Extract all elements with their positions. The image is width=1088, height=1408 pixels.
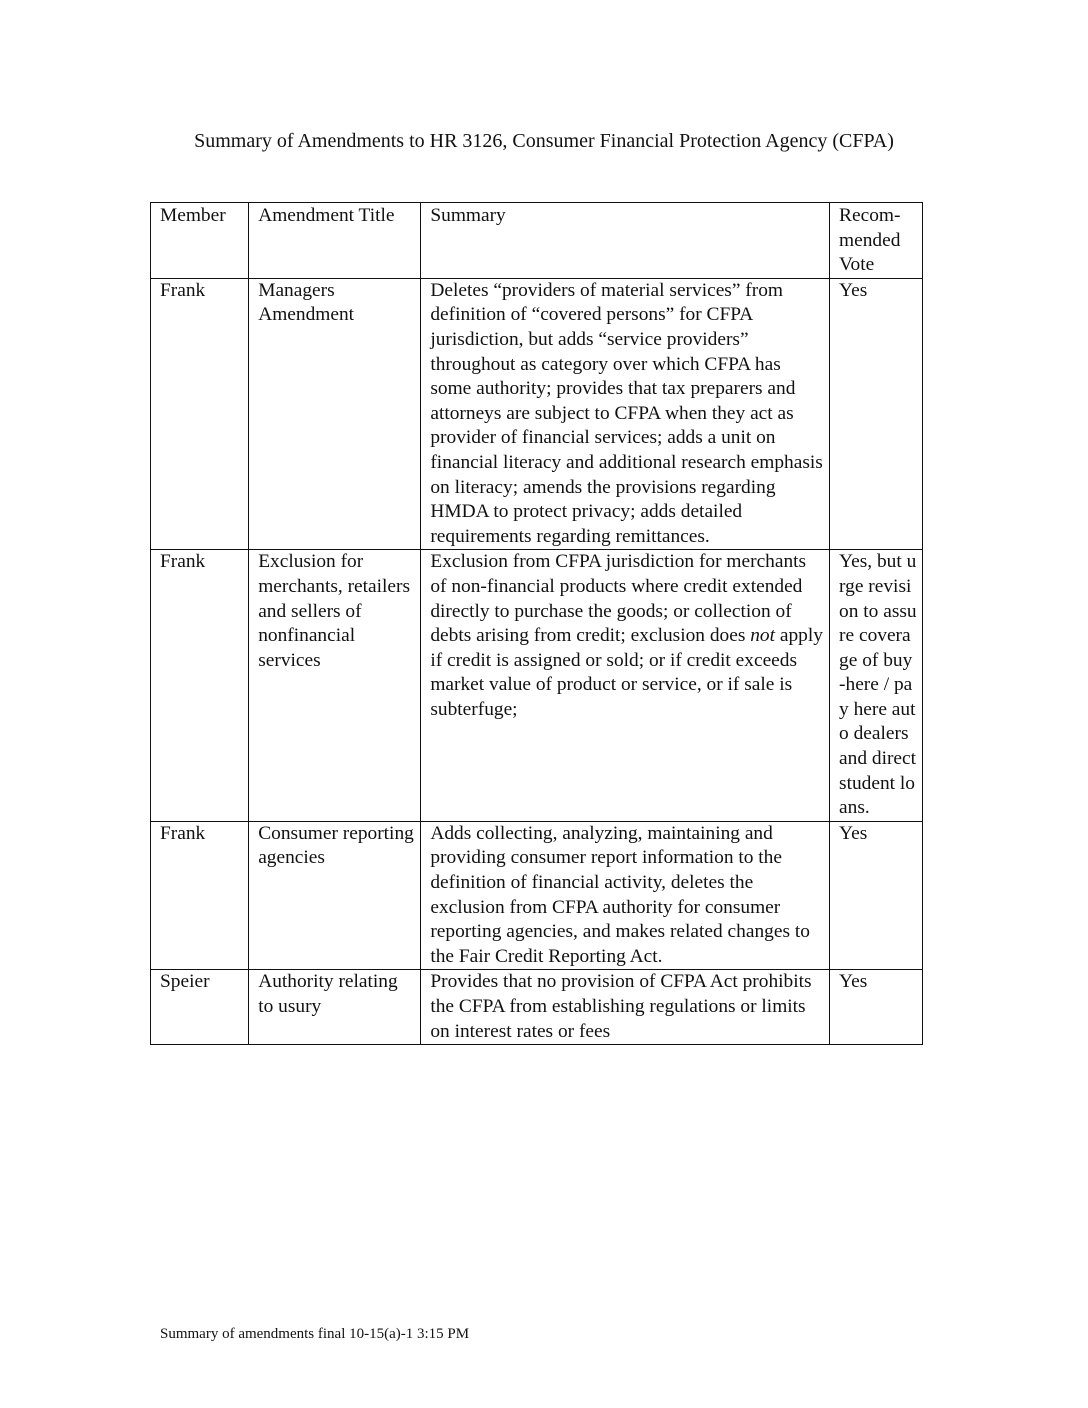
cell-member: Speier: [151, 970, 249, 1045]
summary-text: apply if credit is assigned or sold; or if credit exceeds market value of product or service, or if sale is subterfuge;: [430, 625, 823, 720]
amendments-table: [150, 202, 923, 1045]
header-amendment-title: Amendment Title: [249, 203, 421, 279]
cell-amendment-title: Managers Amendment: [249, 278, 421, 550]
table-row: [151, 550, 923, 822]
cell-amendment-title: Exclusion for merchants, retailers and sellers of nonfinancial services: [249, 550, 421, 822]
cell-member: Frank: [151, 278, 249, 550]
cell-vote: Yes, but urge revision to assure coverage of buy-here / pay here auto dealers and direct student loans.: [830, 550, 923, 822]
cell-member: Frank: [151, 821, 249, 970]
cell-summary: [421, 550, 830, 822]
header-member: Member: [151, 203, 249, 279]
table-row: [151, 970, 923, 1045]
summary-emphasis: not: [750, 625, 775, 647]
header-recommended-vote: Recom-mended Vote: [830, 203, 923, 279]
cell-summary: Adds collecting, analyzing, maintaining and providing consumer report information to the definition of financial activity, deletes the exclusion from CFPA authority for consumer reporting agencies, and makes related changes to the Fair Credit Reporting Act.: [421, 821, 830, 970]
page-title: Summary of Amendments to HR 3126, Consumer Financial Protection Agency (CFPA): [194, 130, 894, 152]
cell-vote: Yes: [830, 970, 923, 1045]
cell-member: Frank: [151, 550, 249, 822]
cell-amendment-title: Consumer reporting agencies: [249, 821, 421, 970]
table-row: [151, 278, 923, 550]
table-row: [151, 821, 923, 970]
cell-vote: Yes: [830, 821, 923, 970]
table-header-row: [151, 203, 923, 279]
cell-summary: Provides that no provision of CFPA Act prohibits the CFPA from establishing regulations or limits on interest rates or fees: [421, 970, 830, 1045]
cell-amendment-title: Authority relating to usury: [249, 970, 421, 1045]
page-footer: Summary of amendments final 10-15(a)-1 3:15 PM: [160, 1326, 470, 1342]
header-summary: Summary: [421, 203, 830, 279]
summary-text: Exclusion from CFPA jurisdiction for merchants of non-financial products where credit extended directly to purchase the goods; or collection of debts arising from credit; exclusion does: [430, 551, 807, 647]
cell-vote: Yes: [830, 278, 923, 550]
cell-summary: Deletes “providers of material services” from definition of “covered persons” for CFPA jurisdiction, but adds “service providers” throughout as category over which CFPA has some authority; provides that tax preparers and attorneys are subject to CFPA when they act as provider of financial services; adds a unit on financial literacy and additional research emphasis on literacy; amends the provisions regarding HMDA to protect privacy; adds detailed requirements regarding remittances.: [421, 278, 830, 550]
